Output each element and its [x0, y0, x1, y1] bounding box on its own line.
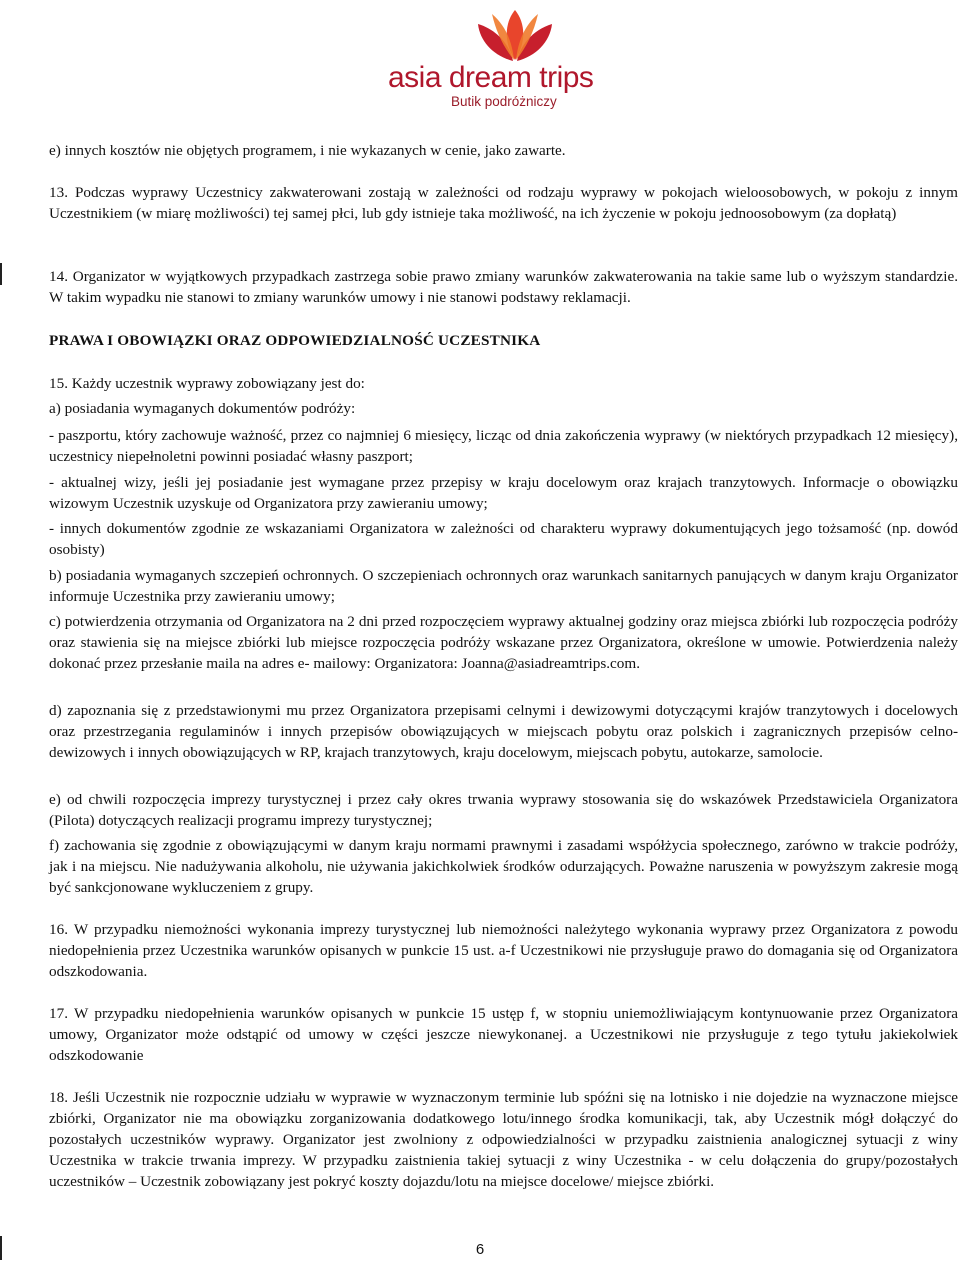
paragraph: f) zachowania się zgodnie z obowiązującymi w danym kraju normami prawnymi i zasadami współżycia społecznego, zarówno w trakcie podróży, jak i na miejscu. Nie nadużywania alkoholu, nie używania jakichkolwiek środków odurzających. Poważne naruszenia w powyższym zakresie mogą być sankcjonowane wykluczeniem z grupy. [49, 837, 958, 896]
paragraph: e) innych kosztów nie objętych programem, i nie wykazanych w cenie, jako zawarte. [49, 142, 566, 159]
paragraph: e) od chwili rozpoczęcia imprezy turystycznej i przez cały okres trwania wyprawy stosowania się do wskazówek Przedstawiciela Organizatora (Pilota) dotyczących realizacji programu imprezy turystycznej; [49, 791, 958, 829]
brand-logo [388, 6, 638, 110]
paragraph: - paszportu, który zachowuje ważność, przez co najmniej 6 miesięcy, licząc od dnia zakończenia wyprawy (w niektórych przypadkach 12 miesięcy), uczestnicy niepełnoletni powinni posiadać własny paszport; [49, 427, 958, 465]
paragraph: 14. Organizator w wyjątkowych przypadkach zastrzega sobie prawo zmiany warunków zakwaterowania na takie same lub o wyższym standardzie. W takim wypadku nie stanowi to zmiany warunków umowy i nie stanowi podstawy reklamacji. [49, 268, 958, 306]
paragraph: b) posiadania wymaganych szczepień ochronnych. O szczepieniach ochronnych oraz warunkach sanitarnych panujących w danym kraju Organizator informuje Uczestnika przy zawieraniu umowy; [49, 567, 958, 605]
paragraph: 18. Jeśli Uczestnik nie rozpocznie udziału w wyprawie w wyznaczonym terminie lub spóźni się na lotnisko i nie dojedzie na wyznaczone miejsce zbiórki, Organizator nie ma obowiązku zorganizowania dodatkowego lotu/innego środka komunikacji, tak, aby Uczestnik mógł dołączyć do pozostałych uczestników wyprawy. Organizator jest zwolniony z odpowiedzialności w przypadku zaistnienia analogicznej sytuacji z winy Uczestnika w trakcie trwania imprezy. W przypadku zaistnienia takiej sytuacji z winy Uczestnika - w celu dołączenia do grupy/pozostałych uczestników – Uczestnik zobowiązany jest pokryć koszty dojazdu/lotu na miejsce docelowe/ miejsce zbiórki. [49, 1089, 958, 1190]
paragraph: - innych dokumentów zgodnie ze wskazaniami Organizatora w zależności od charakteru wyprawy dokumentujących jego tożsamość (np. dowód osobisty) [49, 520, 958, 558]
paragraph: 16. W przypadku niemożności wykonania imprezy turystycznej lub niemożności należytego wykonania wyprawy przez Organizatora z powodu niedopełnienia przez Uczestnika warunków opisanych w punkcie 15 ust. a-f Uczestnikowi nie przysługuje prawo do domagania się od Organizatora odszkodowania. [49, 921, 958, 980]
paragraph: a) posiadania wymaganych dokumentów podróży: [49, 400, 356, 417]
paragraph: 17. W przypadku niedopełnienia warunków opisanych w punkcie 15 ustęp f, w stopniu uniemożliwiającym kontynuowanie przez Organizatora umowy, Organizator może odstąpić od umowy w części jeszcze niewykonanej. a Uczestnikowi nie przysługuje z tego tytułu jakiekolwiek odszkodowanie [49, 1005, 958, 1064]
paragraph: c) potwierdzenia otrzymania od Organizatora na 2 dni przed rozpoczęciem wyprawy aktualnej godziny oraz miejsca zbiórki lub rozpoczęcia podróży oraz stawienia się na miejsce zbiórki lub miejsce rozpoczęcia podróży wskazane przez Organizatora, określone w umowie. Potwierdzenia należy dokonać przez przesłanie maila na adres e- mailowy: Organizatora: Joanna@asiadreamtrips.com. [49, 613, 958, 672]
change-bar [0, 263, 2, 285]
brand-tagline: Butik podróżniczy [451, 94, 557, 109]
paragraph: 15. Każdy uczestnik wyprawy zobowiązany jest do: [49, 375, 365, 392]
section-heading: PRAWA I OBOWIĄZKI ORAZ ODPOWIEDZIALNOŚĆ UCZESTNIKA [49, 332, 541, 349]
paragraph: - aktualnej wizy, jeśli jej posiadanie jest wymagane przez przepisy w kraju docelowym oraz krajach tranzytowych. Informacje o obowiązku wizowym Uczestnik uzyskuje od Organizatora przy zawieraniu umowy; [49, 474, 958, 512]
brand-name: asia dream trips [388, 61, 594, 94]
lotus-icon [470, 6, 560, 64]
paragraph: d) zapoznania się z przedstawionymi mu przez Organizatora przepisami celnymi i dewizowymi dotyczącymi krajów tranzytowych i docelowych oraz przestrzegania regulaminów i innych przepisów obowiązujących w miejscach pobytu oraz polskich i zagranicznych przepisów celno-dewizowych i innych obowiązujących w RP, krajach tranzytowych, kraju docelowym, miejscach pobytu, autokarze, samolocie. [49, 702, 958, 761]
paragraph: 13. Podczas wyprawy Uczestnicy zakwaterowani zostają w zależności od rodzaju wyprawy w pokojach wieloosobowych, w pokoju z innym Uczestnikiem (w miarę możliwości) tej samej płci, lub gdy istnieje taka możliwość, na ich życzenie w pokoju jednoosobowym (za dopłatą) [49, 184, 958, 222]
page-number: 6 [475, 1241, 485, 1258]
